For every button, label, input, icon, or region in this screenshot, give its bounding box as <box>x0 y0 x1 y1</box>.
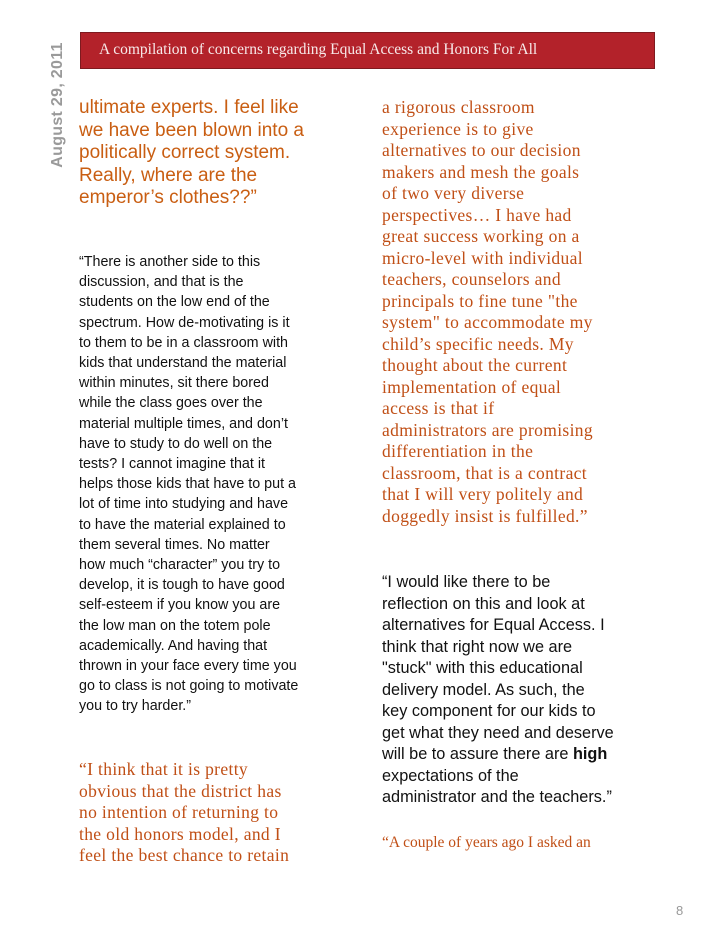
left-quote-top-text: ultimate experts. I feel like we have been blown into a politically correct system. Really, where are the emperor’s clothes??” <box>79 97 304 208</box>
right-quote-middle-part2: expectations of the administrator and the teachers.” <box>382 766 612 806</box>
right-quote-top <box>382 97 682 527</box>
left-quote-bottom <box>79 759 369 867</box>
left-quote-bottom-text: “I think that it is pretty obvious that the district has no intention of returning to the old honors model, and I feel the best chance to retain <box>79 759 290 865</box>
side-date-text: August 29, 2011 <box>49 42 66 168</box>
page-number: 8 <box>676 903 684 918</box>
right-quote-middle-part1: “I would like there to be reflection on this and look at alternatives for Equal Access. I think that right now we are "stuck" with this educational delivery model. As such, the key component for our kids to get what they need and deserve will be to assure there are <box>382 573 614 763</box>
right-quote-bottom <box>382 833 682 853</box>
right-quote-middle-bold: high <box>572 745 608 763</box>
right-quote-middle-text <box>382 572 682 809</box>
left-quote-middle <box>79 252 369 717</box>
side-date <box>40 0 76 210</box>
left-quote-middle-text: “There is another side to this discussion, and that is the students on the low end of the spectrum. How de-motivating is it to them to be in a classroom with kids that understand the material within minutes, sit there bored while the class goes over the material multiple times, and don’t have to study to do well on the tests? I cannot imagine that it helps those kids that have to put a lot of time into studying and have to have the material explained to them several times. No matter how much “character” you try to develop, it is tough to have good self-esteem if you know you are the low man on the totem pole academically. And having that thrown in your face every time you go to class is not going to motivate you to try harder.” <box>79 254 299 715</box>
header-title: A compilation of concerns regarding Equal Access and Honors For All <box>99 41 538 58</box>
right-quote-middle <box>382 572 682 809</box>
left-quote-top <box>79 97 369 210</box>
right-quote-bottom-text: “A couple of years ago I asked an <box>382 834 591 851</box>
header-banner <box>80 32 655 69</box>
right-quote-top-text: a rigorous classroom experience is to give alternatives to our decision makers and mesh the goals of two very diverse perspectives… I have had great success working on a micro-level with individual teachers, counselors and principals to fine tune "the system" to accommodate my child’s specific needs. My thought about the current implementation of equal access is that if administrators are promising differentiation in the classroom, that is a contract that I will very politely and doggedly insist is fulfilled.” <box>382 97 594 526</box>
